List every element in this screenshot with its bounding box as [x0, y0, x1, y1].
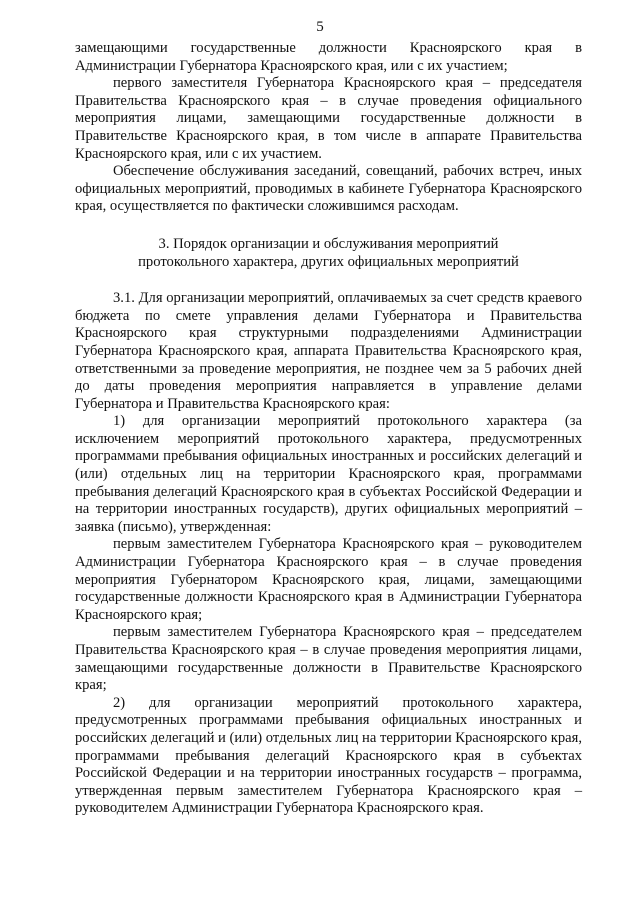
document-body — [75, 40, 582, 818]
section-heading — [75, 236, 582, 271]
paragraph: Обеспечение обслуживания заседаний, совещаний, рабочих встреч, иных официальных мероприятий, проводимых в кабинете Губернатора Красноярского края, осуществляется по фактически сложившимся расходам. — [75, 163, 582, 215]
page-number: 5 — [316, 19, 324, 35]
paragraph: замещающими государственные должности Красноярского края в Администрации Губернатора Красноярского края, или с их участием; — [75, 40, 582, 74]
section-heading-line: 3. Порядок организации и обслуживания мероприятий — [158, 235, 499, 252]
paragraph: 3.1. Для организации мероприятий, оплачиваемых за счет средств краевого бюджета по смете управления делами Губернатора и Правительства Красноярского края структурными подразделениями Администрации Губернатора Красноярского края, аппарата Правительства Красноярского края, ответственными за проведение мероприятия, не позднее чем за 5 рабочих дней до даты проведения мероприятия направляется в управление делами Губернатора и Правительства Красноярского края: — [75, 290, 582, 412]
list-item: 2) для организации мероприятий протокольного характера, предусмотренных программами пребывания официальных иностранных и российских делегаций и (или) отдельных лиц на территории Красноярского края, программами пребывания делегаций Красноярского края в субъектах Российской Федерации и на территории иностранных государств – программа, утвержденная первым заместителем Губернатора Красноярского края – руководителем Администрации Губернатора Красноярского края. — [75, 694, 583, 817]
section-heading-line: протокольного характера, других официальных мероприятий — [138, 253, 519, 270]
paragraph: первого заместителя Губернатора Красноярского края – председателя Правительства Красноярского края – в случае проведения официального мероприятия лицами, замещающими государственные должности в Правительстве Красноярского края, в том числе в аппарате Правительства Красноярского края, или с их участием. — [75, 75, 582, 162]
list-item: 1) для организации мероприятий протокольного характера (за исключением мероприятий протокольного характера, предусмотренных программами пребывания официальных иностранных и российских делегаций и (или) отдельных лиц на территории Красноярского края, программами пребывания делегаций Красноярского края в субъектах Российской Федерации и на территории иностранных государств), других официальных мероприятий – заявка (письмо), утвержденная: — [75, 413, 582, 535]
paragraph: первым заместителем Губернатора Красноярского края – председателем Правительства Красноярского края – в случае проведения мероприятия лицами, замещающими государственные должности в Правительстве Красноярского края; — [75, 624, 582, 694]
paragraph: первым заместителем Губернатора Красноярского края – руководителем Администрации Губернатора Красноярского края – в случае проведения мероприятия Губернатором Красноярского края, лицами, замещающими государственные должности Красноярского края в Администрации Губернатора Красноярского края; — [75, 536, 582, 623]
